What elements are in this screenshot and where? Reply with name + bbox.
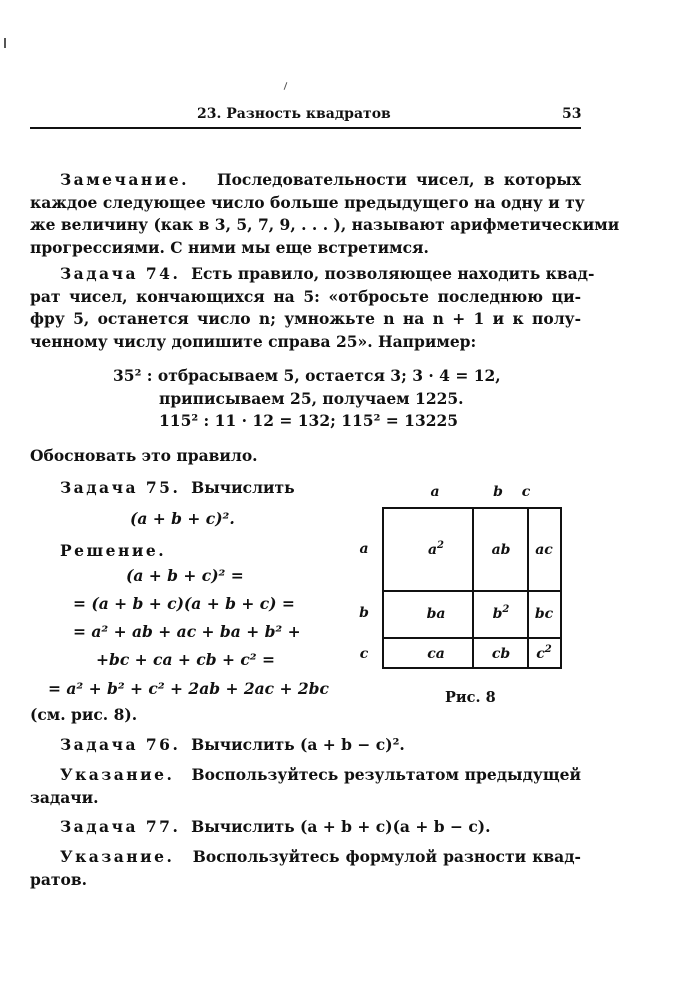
solution-label: Решение. — [60, 541, 167, 560]
header-rule — [30, 127, 581, 129]
figure-side-label-b: b — [359, 605, 369, 621]
figure-side-label-a: a — [359, 541, 369, 557]
task74-example-2: приписываем 25, получаем 1225. — [159, 389, 464, 408]
task74-line: Есть правило, позволяющее находить квад- — [191, 264, 595, 283]
task75-text: Вычислить — [191, 478, 295, 497]
task77-text: Вычислить (a + b + c)(a + b − c). — [191, 817, 491, 836]
remark-paragraph — [30, 169, 620, 259]
cell-c-a: ca — [427, 646, 445, 662]
see-figure: (см. рис. 8). — [30, 705, 138, 724]
remark-label: Замечание. — [60, 170, 190, 189]
cell-b-c: bc — [534, 606, 554, 622]
square-diagram — [382, 507, 562, 669]
task75-label: Задача 75. — [60, 478, 181, 497]
section-title: 23. Разность квадратов — [197, 106, 391, 122]
task76-hint — [30, 764, 581, 809]
task77-hint — [30, 846, 581, 891]
cell-a-a: $a^2$ — [427, 540, 445, 558]
task74-label: Задача 74. — [60, 264, 181, 283]
remark-line: Последовательности чисел, в которых — [216, 170, 581, 189]
cell-a-c: ac — [535, 542, 553, 558]
task76-heading — [60, 735, 405, 754]
task74-paragraph — [30, 263, 595, 353]
cell-b-a: ba — [426, 606, 446, 622]
grid-line-vertical — [472, 509, 474, 667]
scan-speck — [284, 82, 288, 90]
remark-line: же величину (как в 3, 5, 7, 9, . . . ), называют арифметическими — [30, 215, 620, 234]
figure-caption: Рис. 8 — [445, 689, 496, 706]
figure-top-label-b: b — [493, 484, 503, 500]
page-number: 53 — [562, 106, 582, 122]
task74-prove: Обосновать это правило. — [30, 446, 258, 465]
task74-line: рат чисел, кончающихся на 5: «отбросьте последнюю ци- — [30, 286, 581, 306]
solution-step: = a² + b² + c² + 2ab + 2ac + 2bc — [48, 679, 329, 698]
task77-hint-line: ратов. — [30, 869, 87, 889]
task76-hint-label: Указание. — [60, 765, 175, 784]
solution-step: +bc + ca + cb + c² = — [96, 650, 275, 669]
task76-hint-line: Воспользуйтесь результатом предыдущей — [191, 765, 581, 784]
task76-hint-line: задачи. — [30, 787, 99, 807]
task74-line: ченному числу допишите справа 25». Например: — [30, 331, 477, 351]
task77-heading — [60, 817, 491, 836]
solution-step: (a + b + c)² = — [126, 566, 244, 585]
task77-hint-label: Указание. — [60, 847, 175, 866]
task75-heading — [60, 478, 295, 497]
cell-a-b: ab — [491, 542, 511, 558]
scan-speck — [4, 38, 6, 48]
grid-line-vertical — [527, 509, 529, 667]
cell-c-b: cb — [491, 646, 511, 662]
task77-label: Задача 77. — [60, 817, 181, 836]
solution-step: = a² + ab + ac + ba + b² + — [73, 622, 301, 641]
solution-step: = (a + b + c)(a + b + c) = — [73, 594, 295, 613]
figure-top-label-c: c — [521, 484, 531, 500]
cell-c-c: $c^2$ — [536, 644, 552, 662]
task74-example-3: 115² : 11 · 12 = 132; 115² = 13225 — [159, 411, 459, 430]
task76-label: Задача 76. — [60, 735, 181, 754]
task77-hint-line: Воспользуйтесь формулой разности квад- — [192, 847, 581, 866]
remark-line: каждое следующее число больше предыдущего на одну и ту — [30, 192, 585, 212]
task75-expression: (a + b + c)². — [130, 509, 235, 528]
task74-example-1: 35² : отбрасываем 5, остается 3; 3 · 4 = 12, — [113, 366, 501, 385]
task74-line: фру 5, останется число n; умножьте n на n + 1 и к полу- — [30, 309, 581, 328]
cell-b-b: $b^2$ — [492, 604, 510, 622]
remark-line: прогрессиями. С ними мы еще встретимся. — [30, 237, 429, 257]
task76-text: Вычислить (a + b − c)². — [191, 735, 405, 754]
figure-side-label-c: c — [359, 646, 369, 662]
grid-line-horizontal — [384, 637, 560, 639]
figure-top-label-a: a — [430, 484, 440, 500]
grid-line-horizontal — [384, 590, 560, 592]
